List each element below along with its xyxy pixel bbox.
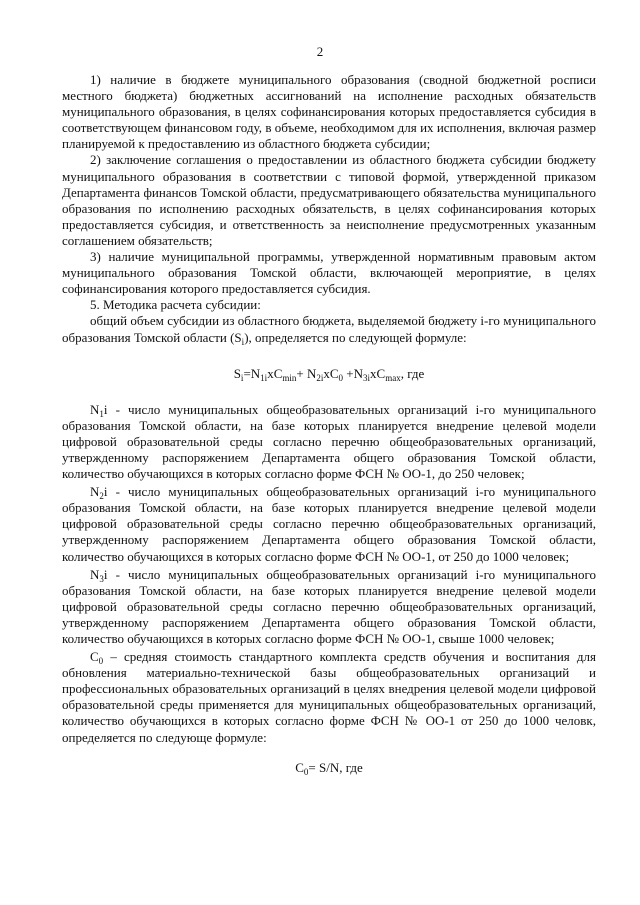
paragraph-subsidy-total-text-end: ), определяется по следующей формуле: xyxy=(244,329,467,345)
formula-symbol: S xyxy=(233,365,241,381)
definition-subscript: 0 xyxy=(98,656,104,667)
definition-text: i - число муниципальных общеобразовательных организаций i-го муниципального образования Томской области, на базе которых планируется внедрение целевой модели цифровой образовательной среды согласно перечню общеобразовательных организаций, утвержденному распоряжением Департамента общего образования Томской области, количество обучающихся в которых согласно форме ФСН № ОО-1, от 250 до 1000 человек; xyxy=(62,484,596,564)
formula-subscript: max xyxy=(385,372,401,383)
formula-symbol: C xyxy=(295,759,304,775)
definition-n1 xyxy=(62,402,596,482)
formula-symbol: xC xyxy=(267,365,283,381)
definition-symbol: N xyxy=(90,484,100,500)
paragraph-subsidy-total xyxy=(62,313,596,345)
subscript: i xyxy=(241,336,245,347)
paragraph-condition-1: 1) наличие в бюджете муниципального образования (сводной бюджетной росписи местного бюджета) бюджетных ассигнований на исполнение расходных обязательств муниципального образования, в целях софинансирования которых предоставляется субсидия в соответствующем финансовом году, в объеме, необходимом для их исполнения, включая размер планируемой к предоставлению из областного бюджета субсидии; xyxy=(62,72,596,152)
paragraph-subsidy-total-text: общий объем субсидии из областного бюджета, выделяемой бюджету i-го муниципального образования Томской области (S xyxy=(62,313,596,345)
formula-subscript: 0 xyxy=(338,372,344,383)
definition-subscript: 3 xyxy=(99,573,104,584)
definition-c0 xyxy=(62,649,596,746)
definition-text: i - число муниципальных общеобразовательных организаций i-го муниципального образования Томской области, на базе которых планируется внедрение целевой модели цифровой образовательной среды согласно перечню общеобразовательных организаций, утвержденному распоряжением Департамента общего образования Томской области, количество обучающихся в которых согласно форме ФСН № ОО-1, свыше 1000 человек; xyxy=(62,566,596,646)
formula-symbol: xC xyxy=(323,365,339,381)
formula-subscript: 2i xyxy=(316,372,324,383)
formula-c0 xyxy=(62,760,596,776)
document-body xyxy=(62,72,596,776)
definition-n2 xyxy=(62,484,596,564)
paragraph-condition-2: 2) заключение соглашения о предоставлении из областного бюджета субсидии бюджету муниципального образования в соответствии с типовой формой, утвержденной приказом Департамента финансов Томской области, предусматривающего обязательства муниципального образования по исполнению расходных обязательств, в целях софинансирования которых предоставляется субсидия, и ответственность за неисполнение предусмотренных указанным соглашением обязательств; xyxy=(62,152,596,248)
definition-n3 xyxy=(62,567,596,647)
definition-symbol: N xyxy=(90,566,100,582)
formula-subscript: 0 xyxy=(303,766,309,777)
formula-symbol: + N xyxy=(296,365,317,381)
definition-subscript: 2 xyxy=(99,491,104,502)
paragraph-condition-3: 3) наличие муниципальной программы, утвержденной нормативным правовым актом муниципального образования Томской области, включающей мероприятие, в целях софинансирования которого предоставляется субсидия. xyxy=(62,249,596,297)
definition-subscript: 1 xyxy=(99,408,104,419)
formula-subscript: 1i xyxy=(260,372,268,383)
formula-tail: , где xyxy=(400,365,425,381)
definition-text: – средняя стоимость стандартного комплекта средств обучения и воспитания для обновления материально-технической базы общеобразовательных организаций и профессиональных образовательных организаций в целях внедрения целевой модели цифровой образовательной среды применяется для муниципальных общеобразовательных организаций, количество обучающихся в которых согласно форме ФСН № ОО-1 от 250 до 1000 человк, определяется по следующе формуле: xyxy=(62,649,596,745)
formula-symbol: =N xyxy=(243,365,261,381)
formula-symbol: +N xyxy=(343,365,364,381)
formula-subsidy xyxy=(62,366,596,382)
formula-subscript: min xyxy=(282,372,297,383)
definition-symbol: N xyxy=(90,401,100,417)
formula-subscript: i xyxy=(240,372,244,383)
definition-symbol: С xyxy=(90,649,99,665)
formula-symbol: xC xyxy=(370,365,386,381)
formula-tail: = S/N, где xyxy=(308,759,363,775)
formula-subscript: 3i xyxy=(363,372,371,383)
paragraph-section-5-heading: 5. Методика расчета субсидии: xyxy=(90,297,261,313)
page-number: 2 xyxy=(316,44,324,59)
definition-text: i - число муниципальных общеобразовательных организаций i-го муниципального образования Томской области, на базе которых планируется внедрение целевой модели цифровой образовательной среды согласно перечню общеобразовательных организаций, утвержденному распоряжением Департамента общего образования Томской области, количество обучающихся в которых согласно форме ФСН № ОО-1, до 250 человек; xyxy=(62,401,596,482)
